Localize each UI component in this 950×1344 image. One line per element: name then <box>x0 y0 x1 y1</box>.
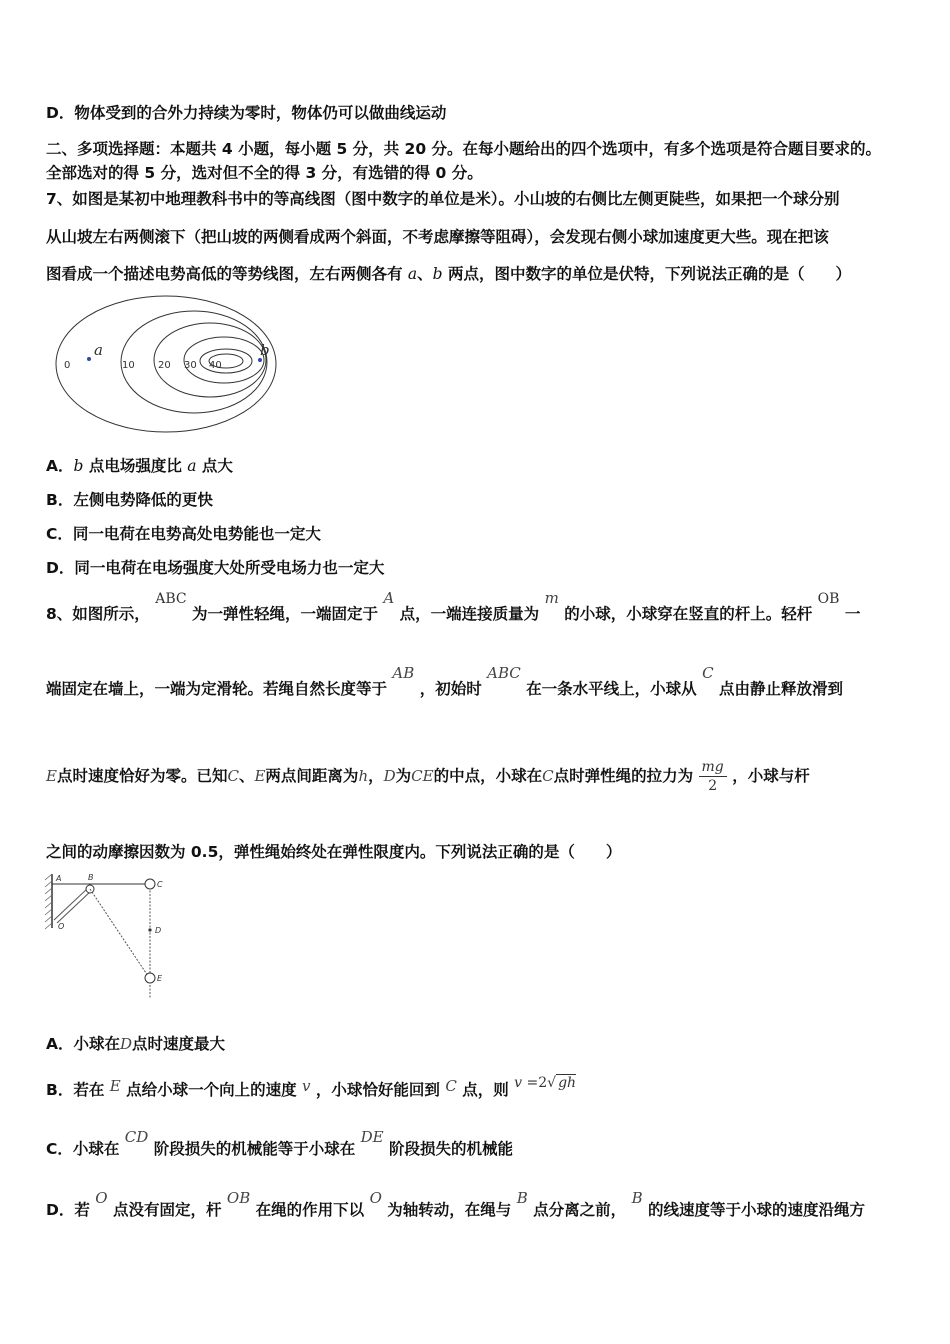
q8-b-t2: 点给小球一个向上的速度 <box>126 1081 297 1099</box>
q7-option-a-b: b <box>73 457 84 475</box>
q8-b-t3: ，小球恰好能回到 <box>315 1081 440 1099</box>
formula-radicand: gh <box>558 1075 577 1091</box>
q8-d-t3: 在绳的作用下以 <box>255 1201 365 1219</box>
q8-d-t5: 点分离之前， <box>533 1201 627 1219</box>
point-b-label: b <box>260 341 270 359</box>
q8-b-t4: 点，则 <box>462 1081 509 1099</box>
contour-label-10: 10 <box>122 360 135 371</box>
q8-l3-t4: ， <box>368 767 384 786</box>
q8-c-t2: 阶段损失的机械能等于小球在 <box>153 1140 356 1158</box>
q8-l3-m4: h <box>358 767 369 786</box>
q8-tension-fraction <box>699 758 727 795</box>
q8-l3-m6: CE <box>411 767 434 786</box>
rod-ob-1 <box>54 888 88 920</box>
q8-d-m4: B <box>516 1189 528 1207</box>
contour-40 <box>200 349 252 373</box>
q8-d-t2: 点没有固定，杆 <box>113 1201 222 1219</box>
label-e: E <box>157 974 163 983</box>
q8-d-m1: O <box>95 1189 108 1207</box>
point-a-label: a <box>94 341 103 359</box>
q8-option-a <box>46 1032 225 1054</box>
q7-option-c: C．同一电荷在电势高处电势能也一定大 <box>46 525 321 543</box>
point-d-dot <box>148 928 151 931</box>
q8-l3-t8: ，小球与杆 <box>732 767 810 786</box>
q8-b-m3: C <box>445 1077 457 1095</box>
q7-stem-line3 <box>46 262 851 284</box>
q8-stem-line4: 之间的动摩擦因数为 0.5，弹性绳始终处在弹性限度内。下列说法正确的是（ ） <box>46 843 622 861</box>
q7-option-b: B．左侧电势降低的更快 <box>46 491 213 509</box>
q8-l1-m3: m <box>544 589 559 607</box>
q8-l1-t5: 一 <box>844 605 861 623</box>
q8-l3-t6: 的中点，小球在 <box>433 767 543 786</box>
q8-stem-line3 <box>46 758 810 795</box>
q8-l1-m2: A <box>383 589 395 607</box>
q8-option-d <box>46 1189 866 1220</box>
q8-option-b <box>46 1075 577 1100</box>
label-d: D <box>155 926 162 935</box>
q8-l2-m2: ABC <box>487 664 521 682</box>
q8-l3-m2: C <box>227 767 239 786</box>
q8-l1-t3: 点，一端连接质量为 <box>399 605 540 623</box>
q8-l3-t3: 两点间距离为 <box>265 767 359 786</box>
q8-l3-t5: 为 <box>395 767 412 786</box>
q8-d-m5: B <box>631 1189 643 1207</box>
q8-l2-m1: AB <box>392 664 415 682</box>
q8-d-m3: O <box>369 1189 382 1207</box>
q8-d-t1: D．若 <box>46 1201 90 1219</box>
rope-be <box>90 889 148 976</box>
q8-l2-t1: 端固定在墙上，一端为定滑轮。若绳自然长度等于 <box>46 680 388 698</box>
q8-l3-t1: 点时速度恰好为零。已知 <box>56 767 228 786</box>
contour-label-40: 40 <box>209 360 222 371</box>
q8-l3-m5: D <box>383 767 396 786</box>
q7-stem-line2: 从山坡左右两侧滚下（把山坡的两侧看成两个斜面，不考虑摩擦等阻碍），会发现右侧小球加速度更大些。现在把该 <box>46 228 829 246</box>
q7-point-a: a <box>407 265 418 283</box>
q8-stem-line1 <box>46 589 861 624</box>
q8-l3-t2: 、 <box>238 767 255 786</box>
q8-stem-line2 <box>46 664 843 699</box>
q8-d-t4: 为轴转动，在绳与 <box>387 1201 512 1219</box>
q8-l1-t4: 的小球，小球穿在竖直的杆上。轻杆 <box>564 605 813 623</box>
q8-l1-t1: 8、如图所示， <box>46 605 150 623</box>
q7-stem-line3-end: 两点，图中数字的单位是伏特，下列说法正确的是（ ） <box>442 265 852 283</box>
q8-l1-t2: 为一弹性轻绳，一端固定于 <box>191 605 378 623</box>
q8-l2-m3: C <box>702 664 714 682</box>
q7-separator: 、 <box>417 265 433 283</box>
q7-stem-line1: 7、如图是某初中地理教科书中的等高线图（图中数字的单位是米）。小山坡的右侧比左侧更陡些，如果把一个球分别 <box>46 190 840 208</box>
ball-c <box>145 879 155 889</box>
label-o: O <box>58 922 65 931</box>
formula-eq: =2 <box>522 1075 548 1091</box>
section2-heading-line1: 二、多项选择题：本题共 4 小题，每小题 5 分，共 20 分。在每小题给出的四个选项中，有多个选项是符合题目要求的。 <box>46 140 882 158</box>
q7-option-a-a: a <box>187 457 197 475</box>
formula-v: v <box>514 1075 523 1091</box>
q7-option-a <box>46 454 233 476</box>
q7-option-a-end: 点大 <box>196 457 233 475</box>
point-a-dot <box>87 357 91 361</box>
q8-l2-t4: 点由静止释放滑到 <box>718 680 843 698</box>
wall-hatching <box>45 874 52 929</box>
q8-c-m1: CD <box>124 1128 149 1146</box>
q8-a-m1: D <box>120 1035 133 1053</box>
q8-b-formula: v =2√ gh <box>514 1075 577 1091</box>
q7-stem-line3-text: 图看成一个描述电势高低的等势线图，左右两侧各有 <box>46 265 408 283</box>
rod-ob-2 <box>57 891 91 923</box>
q8-a-t2: 点时速度最大 <box>132 1035 226 1053</box>
q8-d-m2: OB <box>226 1189 251 1207</box>
q8-a-t1: A．小球在 <box>46 1035 120 1053</box>
q7-point-b: b <box>432 265 443 283</box>
q8-c-m2: DE <box>360 1128 384 1146</box>
q8-b-m2: v <box>302 1077 311 1095</box>
q8-d-t6: 的线速度等于小球的速度沿绳方 <box>648 1201 866 1219</box>
fraction-numerator: mg <box>699 758 727 777</box>
q8-l3-m1: E <box>46 767 57 786</box>
q8-b-t1: B．若在 <box>46 1081 105 1099</box>
q8-l1-m4: OB <box>817 591 840 607</box>
q8-l3-t7: 点时弹性绳的拉力为 <box>553 767 694 786</box>
q8-l3-m3: E <box>254 767 266 786</box>
q8-l3-m7: C <box>542 767 554 786</box>
q8-option-c <box>46 1128 514 1159</box>
q7-option-a-label: A． <box>46 457 74 475</box>
contour-label-20: 20 <box>158 360 171 371</box>
q7-equipotential-figure <box>54 294 284 436</box>
label-a: A <box>56 874 62 883</box>
ball-e <box>145 973 155 983</box>
section2-heading-line2: 全部选对的得 5 分，选对但不全的得 3 分，有选错的得 0 分。 <box>46 164 483 182</box>
q8-b-m1: E <box>109 1077 121 1095</box>
q8-l2-t2: ，初始时 <box>419 680 482 698</box>
q8-rope-rod-figure <box>44 870 174 1002</box>
q6-option-d: D．物体受到的合外力持续为零时，物体仍可以做曲线运动 <box>46 104 447 122</box>
q8-c-t1: C．小球在 <box>46 1140 120 1158</box>
contour-label-0: 0 <box>64 360 71 371</box>
q7-option-d: D．同一电荷在电场强度大处所受电场力也一定大 <box>46 559 385 577</box>
label-c: C <box>157 880 163 889</box>
label-b: B <box>88 873 94 882</box>
q7-option-a-mid: 点电场强度比 <box>83 457 188 475</box>
fraction-denominator: 2 <box>708 778 718 795</box>
contour-label-30: 30 <box>184 360 197 371</box>
q8-c-t3: 阶段损失的机械能 <box>389 1140 514 1158</box>
q8-l1-m1: ABC <box>155 591 187 607</box>
q8-l2-t3: 在一条水平线上，小球从 <box>526 680 697 698</box>
